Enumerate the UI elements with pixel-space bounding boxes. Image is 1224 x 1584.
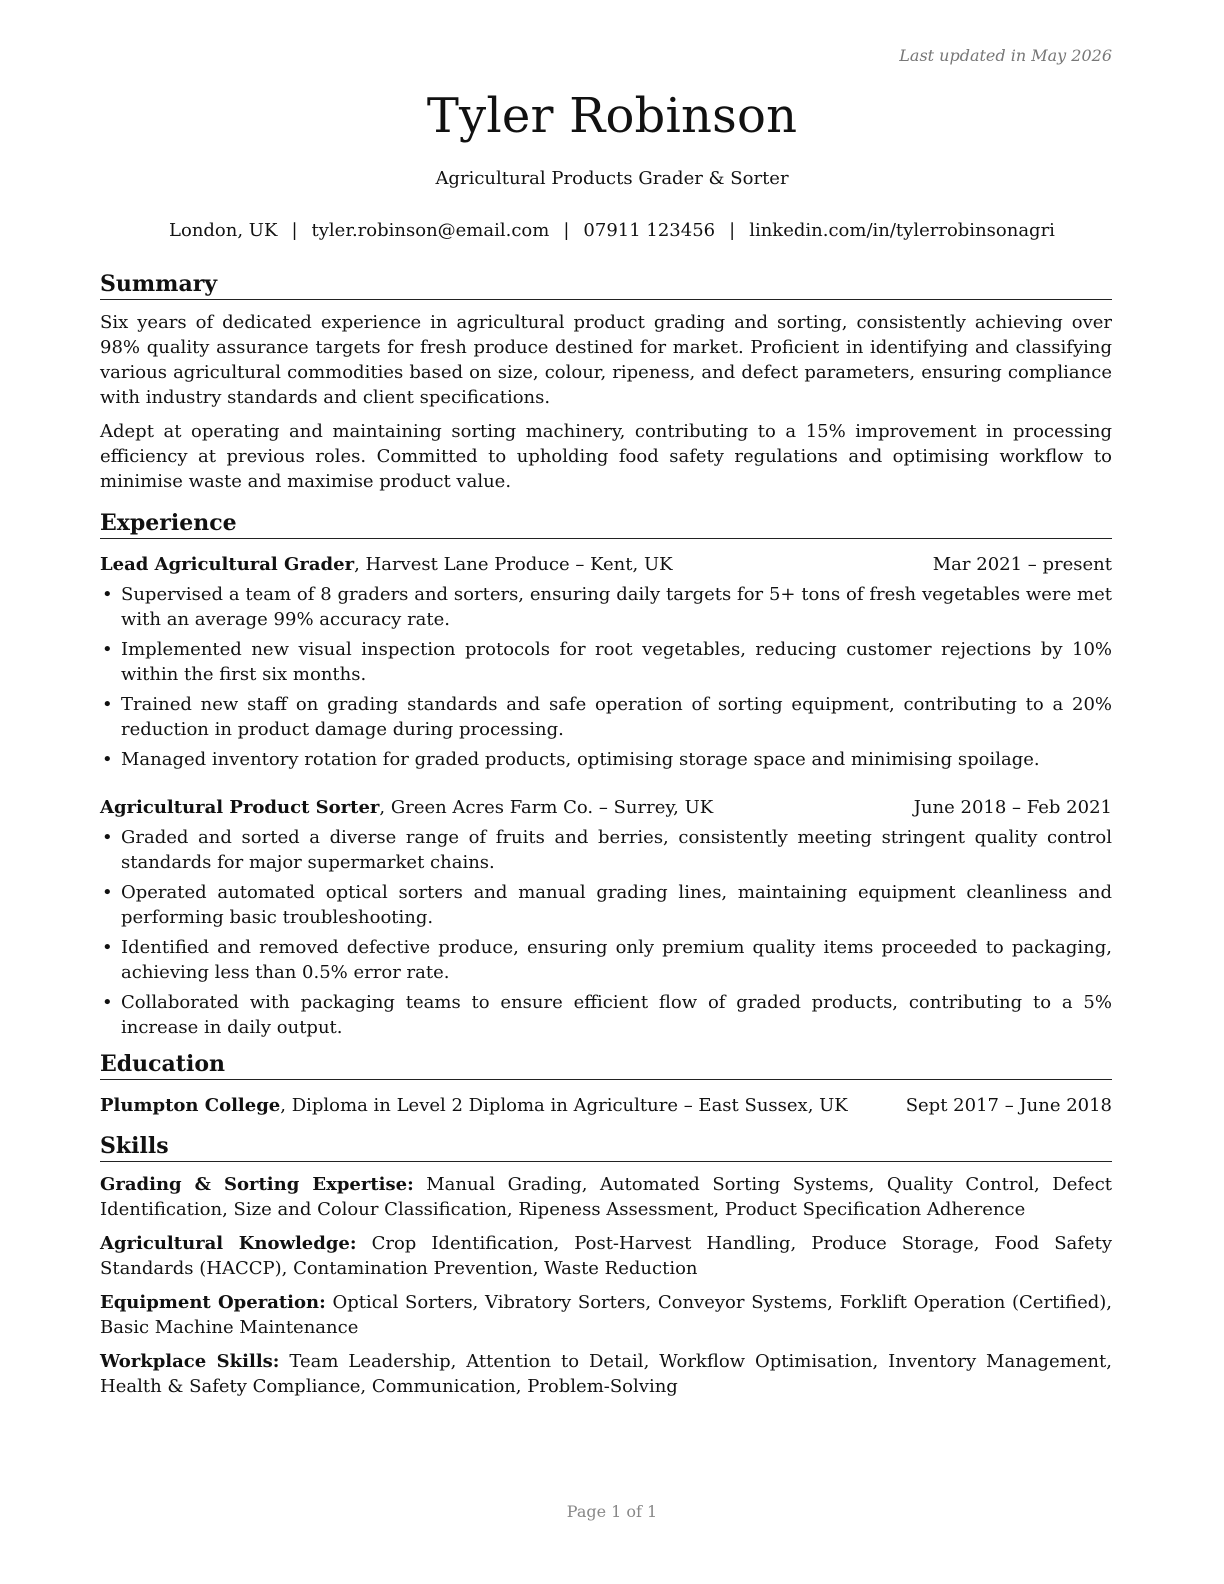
contact-linkedin[interactable]: linkedin.com/in/tylerrobinsonagri <box>749 220 1055 241</box>
skill-group <box>100 1231 1112 1281</box>
bullet-text: Operated automated optical sorters and manual grading lines, maintaining equipment cleanliness and performing basic troubleshooting. <box>121 882 1112 928</box>
page-number: Page 1 of 1 <box>566 1502 658 1521</box>
skills-section <box>100 1132 1112 1399</box>
skill-label: Equipment Operation: <box>100 1292 326 1313</box>
job-entry <box>100 552 1112 772</box>
bullet-text: Implemented new visual inspection protocols for root vegetables, reducing customer rejections by 10% within the first six months. <box>121 639 1112 685</box>
education-school: Plumpton College <box>100 1095 281 1116</box>
list-item <box>100 935 1112 985</box>
skill-group <box>100 1349 1112 1399</box>
education-line <box>100 1093 848 1118</box>
education-entry <box>100 1093 1112 1118</box>
bullet-icon: • <box>102 992 113 1013</box>
contact-separator: | <box>563 220 570 241</box>
job-bullets <box>100 582 1112 772</box>
section-title-experience: Experience <box>100 509 1112 539</box>
section-title-summary: Summary <box>100 270 1112 300</box>
section-title-skills: Skills <box>100 1132 1112 1162</box>
summary-paragraph: Six years of dedicated experience in agricultural product grading and sorting, consistently achieving over 98% quality assurance targets for fresh produce destined for market. Proficient in identifying and classifying various agricultural commodities based on size, colour, ripeness, and defect parameters, ensuring compliance with industry standards and client specifications. <box>100 312 1112 408</box>
job-entry <box>100 795 1112 1040</box>
bullet-icon: • <box>102 694 113 715</box>
skill-items: Optical Sorters, Vibratory Sorters, Conveyor Systems, Forklift Operation (Certified), Basic Machine Maintenance <box>100 1292 1112 1338</box>
contact-phone: 07911 123456 <box>583 220 716 241</box>
headline: Agricultural Products Grader & Sorter <box>435 168 789 189</box>
job-title-line <box>100 552 673 577</box>
contact-line <box>0 220 1224 241</box>
list-item <box>100 990 1112 1040</box>
bullet-text: Trained new staff on grading standards and safe operation of sorting equipment, contributing to a 20% reduction in product damage during processing. <box>121 694 1112 740</box>
bullet-icon: • <box>102 639 113 660</box>
job-header <box>100 552 1112 577</box>
skill-items: Manual Grading, Automated Sorting Systems, Quality Control, Defect Identification, Size and Colour Classification, Ripeness Assessment, Product Specification Adherence <box>100 1174 1113 1220</box>
list-item <box>100 747 1112 772</box>
resume-content <box>100 270 1112 1399</box>
bullet-icon: • <box>102 937 113 958</box>
list-item <box>100 692 1112 742</box>
education-section <box>100 1050 1112 1118</box>
education-dates: Sept 2017 – June 2018 <box>905 1095 1112 1116</box>
summary-paragraph: Adept at operating and maintaining sorting machinery, contributing to a 15% improvement in processing efficiency at previous roles. Committed to upholding food safety regulations and optimising workflow to minimise waste and maximise product value. <box>100 421 1112 492</box>
bullet-text: Graded and sorted a diverse range of fruits and berries, consistently meeting stringent quality control standards for major supermarket chains. <box>121 827 1112 873</box>
job-bullets <box>100 825 1112 1040</box>
skill-label: Agricultural Knowledge: <box>100 1233 357 1254</box>
job-title-line <box>100 795 713 820</box>
job-role: Lead Agricultural Grader <box>100 554 355 575</box>
experience-section <box>100 509 1112 1040</box>
list-item <box>100 825 1112 875</box>
list-item <box>100 880 1112 930</box>
contact-separator: | <box>291 220 298 241</box>
education-detail: , Diploma in Level 2 Diploma in Agriculture – East Sussex, UK <box>280 1095 848 1116</box>
skill-label: Workplace Skills: <box>100 1351 280 1372</box>
skill-items: Crop Identification, Post-Harvest Handling, Produce Storage, Food Safety Standards (HACCP), Contamination Prevention, Waste Reduction <box>100 1233 1112 1279</box>
summary-section <box>100 270 1112 494</box>
job-dates: Mar 2021 – present <box>932 554 1112 575</box>
job-dates: June 2018 – Feb 2021 <box>913 797 1112 818</box>
job-company: , Harvest Lane Produce – Kent, UK <box>354 554 673 575</box>
bullet-icon: • <box>102 827 113 848</box>
bullet-text: Collaborated with packaging teams to ensure efficient flow of graded products, contributing to a 5% increase in daily output. <box>121 992 1112 1038</box>
skill-group <box>100 1290 1112 1340</box>
last-updated: Last updated in May 2026 <box>899 46 1112 65</box>
bullet-icon: • <box>102 584 113 605</box>
bullet-text: Identified and removed defective produce, ensuring only premium quality items proceeded to packaging, achieving less than 0.5% error rate. <box>121 937 1112 983</box>
bullet-text: Managed inventory rotation for graded products, optimising storage space and minimising spoilage. <box>121 749 1040 770</box>
section-title-education: Education <box>100 1050 1112 1080</box>
job-role: Agricultural Product Sorter <box>100 797 380 818</box>
job-header <box>100 795 1112 820</box>
job-company: , Green Acres Farm Co. – Surrey, UK <box>379 797 714 818</box>
list-item <box>100 582 1112 632</box>
list-item <box>100 637 1112 687</box>
bullet-icon: • <box>102 749 113 770</box>
skill-group <box>100 1172 1112 1222</box>
contact-separator: | <box>729 220 736 241</box>
skill-items: Team Leadership, Attention to Detail, Workflow Optimisation, Inventory Management, Health & Safety Compliance, Communication, Problem-Solving <box>100 1351 1112 1397</box>
candidate-name: Tyler Robinson <box>426 88 798 144</box>
skill-label: Grading & Sorting Expertise: <box>100 1174 414 1195</box>
bullet-text: Supervised a team of 8 graders and sorters, ensuring daily targets for 5+ tons of fresh vegetables were met with an average 99% accuracy rate. <box>121 584 1112 630</box>
contact-email[interactable]: tyler.robinson@email.com <box>311 220 550 241</box>
contact-location: London, UK <box>169 220 278 241</box>
bullet-icon: • <box>102 882 113 903</box>
